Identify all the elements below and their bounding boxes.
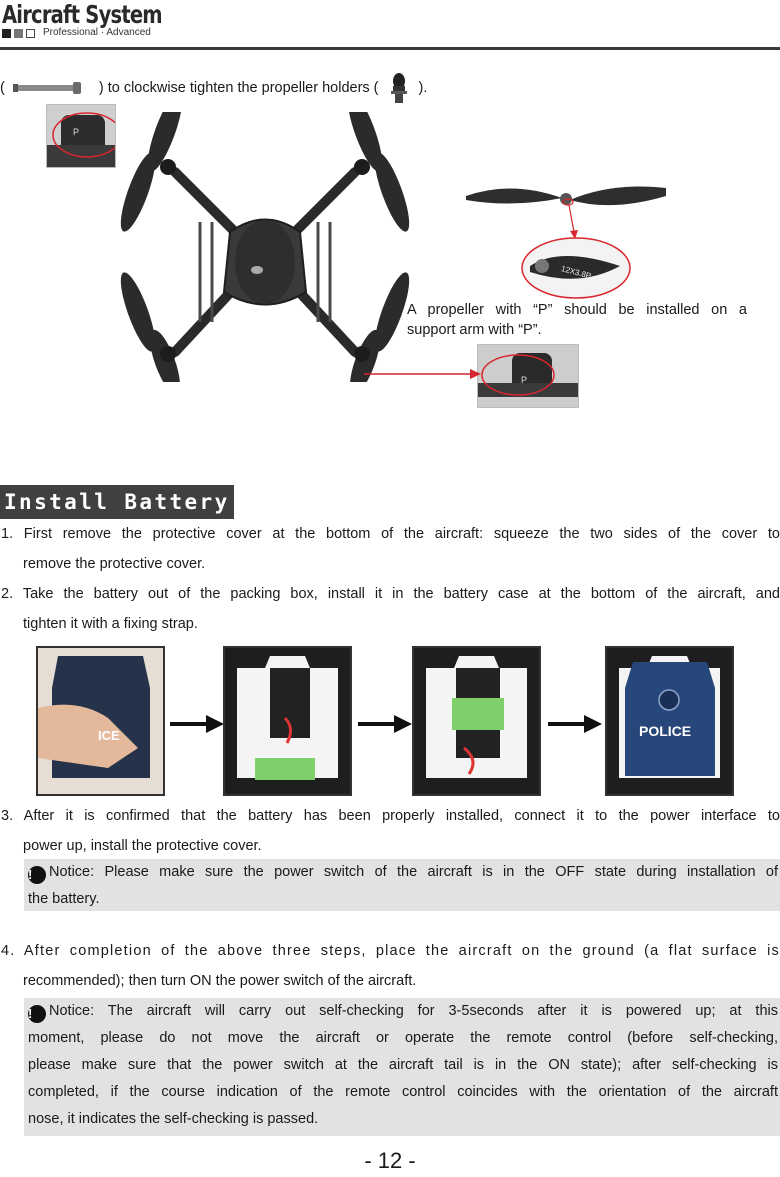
remove-cover-drawing xyxy=(38,648,163,794)
notice-2-line-5: nose, it indicates the self-checking is passed. xyxy=(28,1111,319,1127)
svg-text:P: P xyxy=(73,127,80,137)
battery-photo-installed xyxy=(412,646,541,796)
notice-1-line-1: Notice: Please make sure the power switch of the aircraft is in the OFF state during installation of xyxy=(49,864,778,880)
header-divider xyxy=(0,47,780,50)
step-arrow-1-icon xyxy=(170,715,224,733)
step-1-line-2: remove the protective cover. xyxy=(23,556,206,572)
notice-2-line-4: completed, if the course indication of the remote control coincides with the orientation of the aircraft xyxy=(28,1084,778,1100)
step-arrow-3-icon xyxy=(548,715,602,733)
notice-battery-install xyxy=(24,859,780,911)
step-1 xyxy=(1,520,780,578)
intro-close: ). xyxy=(418,79,428,96)
step-4-line-2: recommended); then turn ON the power switch of the aircraft. xyxy=(23,973,417,989)
section-title: Install Battery xyxy=(0,485,234,519)
arm-p-bottom-drawing xyxy=(478,345,578,407)
svg-text:P: P xyxy=(521,375,528,385)
open-case-drawing xyxy=(225,648,350,794)
cover-police-text: POLICE xyxy=(639,723,692,739)
notice-self-check xyxy=(24,998,780,1136)
step-3 xyxy=(1,802,780,860)
warning-exclamation-icon: ! xyxy=(28,866,46,884)
battery-photo-remove-cover xyxy=(36,646,165,796)
page-number: - 12 - xyxy=(364,1148,416,1173)
intro-open-paren: ( xyxy=(0,79,5,96)
arm-p-closeup-image xyxy=(46,104,116,168)
header-square-dark-icon xyxy=(2,29,11,38)
battery-photo-cover-installed xyxy=(605,646,734,796)
step-arrow-2-icon xyxy=(358,715,412,733)
callout-line-1: A propeller with “P” should be installed on a xyxy=(407,302,747,318)
step-2 xyxy=(1,580,780,638)
cover-installed-drawing xyxy=(607,648,732,794)
notice-1-line-2: the battery. xyxy=(28,891,100,907)
notice-2-line-3: please make sure that the power switch at the aircraft tail is in the ON state); after self-checking is xyxy=(28,1057,778,1073)
arm-callout-arrow xyxy=(364,368,482,380)
intro-text: ) to clockwise tighten the propeller holders ( xyxy=(98,79,379,96)
propeller-label-closeup xyxy=(520,236,632,300)
propeller-holder-icon xyxy=(379,72,419,104)
header-square-outline-icon xyxy=(26,29,35,38)
propeller-callout xyxy=(407,300,747,340)
brand-title: Aircraft System xyxy=(2,0,162,29)
notice-2-line-1: Notice: The aircraft will carry out self-checking for 3-5seconds after it is powered up; at this xyxy=(49,1003,778,1019)
notice-2-line-1-wrap xyxy=(28,998,778,1025)
intro-line xyxy=(0,72,427,104)
step-1-line-1: 1. First remove the protective cover at the bottom of the aircraft: squeeze the two sides of the cover to xyxy=(1,526,780,542)
brand-tagline: Professional · Advanced xyxy=(43,27,151,38)
warning-exclamation-icon: ! xyxy=(28,1005,46,1023)
step-4-line-1: 4. After completion of the above three steps, place the aircraft on the ground (a flat surface is xyxy=(1,943,780,959)
header-square-gray-icon xyxy=(14,29,23,38)
step-2-line-2: tighten it with a fixing strap. xyxy=(23,616,198,632)
step-4 xyxy=(1,937,780,995)
notice-2-line-2: moment, please do not move the aircraft or operate the remote control (before self-checking, xyxy=(28,1030,778,1046)
step-3-line-2: power up, install the protective cover. xyxy=(23,838,262,854)
battery-photo-open-case xyxy=(223,646,352,796)
drone-top-view-image xyxy=(120,112,410,382)
arm-p-bottom-image xyxy=(477,344,579,408)
step-2-line-1: 2. Take the battery out of the packing box, install it in the battery case at the bottom of the aircraft, and xyxy=(1,586,780,602)
wrench-icon xyxy=(11,81,93,95)
propeller-callout-arrow xyxy=(560,198,580,240)
arm-p-closeup-drawing xyxy=(47,105,115,167)
callout-line-2: support arm with “P”. xyxy=(407,322,542,338)
svg-text:ICE: ICE xyxy=(98,728,120,743)
installed-drawing xyxy=(414,648,539,794)
propeller-label-text: 12X3.8P xyxy=(560,264,593,281)
step-3-line-1: 3. After it is confirmed that the battery has been properly installed, connect it to the power interface to xyxy=(1,808,780,824)
notice-1-line-1-wrap xyxy=(28,859,778,886)
